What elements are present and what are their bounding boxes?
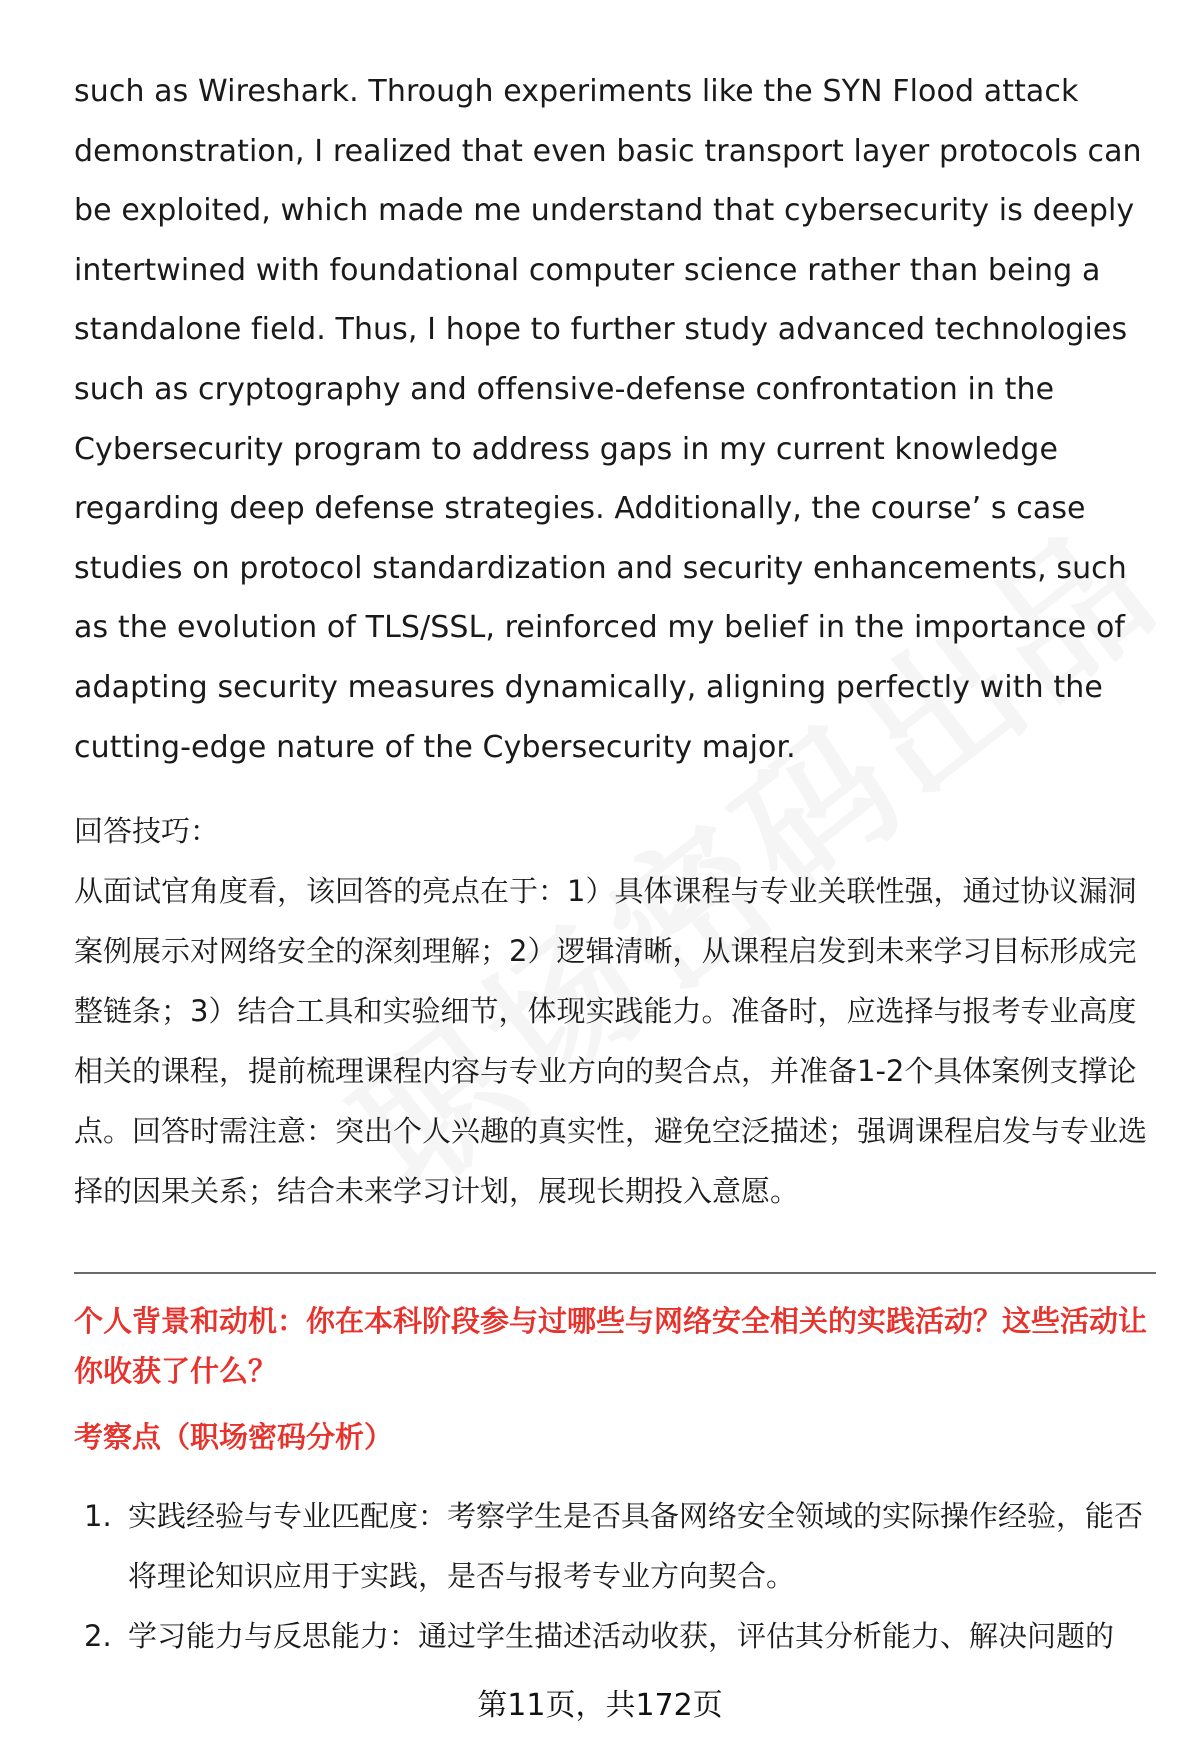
focus-heading: 考察点（职场密码分析） [74,1420,394,1454]
tips-label: 回答技巧： [74,814,220,849]
tips-paragraph: 从面试官角度看，该回答的亮点在于：1）具体课程与专业关联性强，通过协议漏洞案例展示对网络安全的深刻理解；2）逻辑清晰，从课程启发到未来学习目标形成完整链条；3）结合工具和实验细节，体现实践能力。准备时，应选择与报考专业高度相关的课程，提前梳理课程内容与专业方向的契合点，并准备1-2个具体案例支撑论点。回答时需注意：突出个人兴趣的真实性，避免空泛描述；强调课程启发与专业选择的因果关系；结合未来学习计划，展现长期投入意愿。 [74,874,1148,1209]
english-paragraph: such as Wireshark. Through experiments like the SYN Flood attack demonstration, I realized that even basic transport layer protocols can be exploited, which made me understand that cybersecurity is deeply intertwined with foundational computer science rather than being a standalone field. Thus, I hope to further study advanced technologies such as cryptography and offensive-defense confrontation in the Cybersecurity program to address gaps in my current knowledge regarding deep defense strategies. Additionally, the course’ s case studies on protocol standardization and security enhancements, such as the evolution of TLS/SSL, reinforced my belief in the importance of adapting security measures dynamically, aligning perfectly with the cutting-edge nature of the Cybersecurity major. [74,74,1142,765]
document-body [74,62,1158,1221]
list-item [74,1606,1164,1666]
question-heading: 个人背景和动机：你在本科阶段参与过哪些与网络安全相关的实践活动？这些活动让你收获了什么？ [74,1304,1148,1388]
list-item-number: 1. [84,1499,112,1533]
list-item-text: 学习能力与反思能力：通过学生描述活动收获，评估其分析能力、解决问题的 [128,1619,1115,1653]
focus-list [74,1486,1164,1666]
page-number: 第11页，共172页 [477,1688,723,1723]
section-divider [74,1272,1156,1274]
list-item-number: 2. [84,1619,112,1653]
list-item [74,1486,1164,1606]
list-item-text: 实践经验与专业匹配度：考察学生是否具备网络安全领域的实际操作经验，能否将理论知识应用于实践，是否与报考专业方向契合。 [128,1499,1144,1593]
